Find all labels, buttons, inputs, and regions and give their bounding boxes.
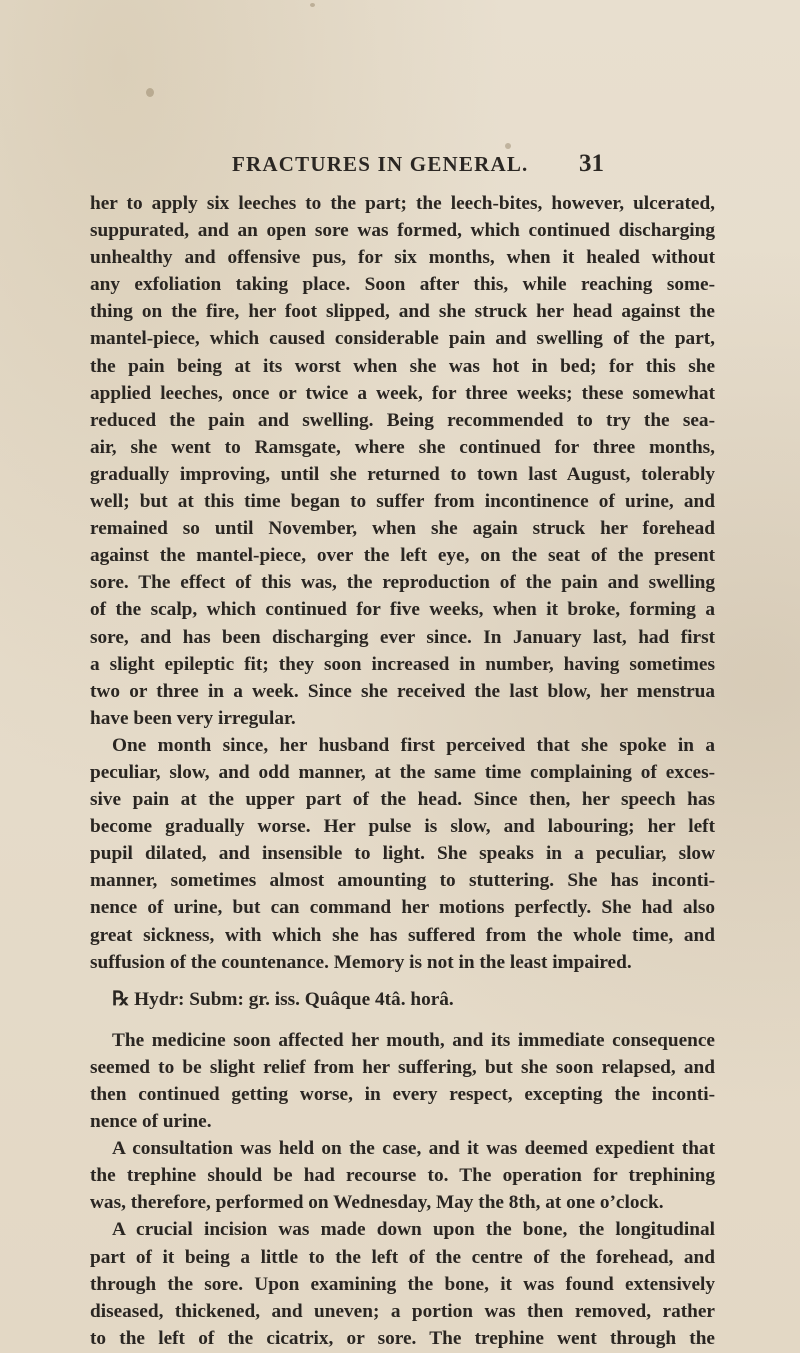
text-line: well; but at this time began to suffer from incontinence of urine, and [90, 491, 715, 513]
text-line: through the sore. Upon examining the bone, it was found extensively [90, 1273, 715, 1295]
text-line: A crucial incision was made down upon the bone, the longitudinal [112, 1219, 715, 1241]
text-line: suffusion of the countenance. Memory is not in the least impaired. [90, 951, 632, 973]
text-line: become gradually worse. Her pulse is slow, and labouring; her left [90, 816, 715, 838]
text-line: her to apply six leeches to the part; the leech-bites, however, ulcerated, [90, 193, 715, 214]
text-line: great sickness, with which she has suffered from the whole time, and [90, 924, 715, 946]
text-line: two or three in a week. Since she received the last blow, her menstrua [90, 680, 715, 702]
running-head: FRACTURES IN GENERAL. [232, 152, 529, 176]
foxing-spot [310, 3, 315, 7]
page-header [0, 152, 800, 182]
text-line: have been very irregular. [90, 707, 296, 729]
text-line: the trephine should be had recourse to. The operation for trephining [90, 1165, 715, 1187]
text-line: applied leeches, once or twice a week, for three weeks; these somewhat [90, 382, 715, 404]
text-line: sore, and has been discharging ever since. In January last, had first [90, 626, 715, 648]
text-line: A consultation was held on the case, and it was deemed expedient that [112, 1138, 715, 1160]
text-line: of the scalp, which continued for five weeks, when it broke, forming a [90, 599, 715, 621]
text-line: against the mantel-piece, over the left eye, on the seat of the present [90, 545, 715, 567]
text-line: sore. The effect of this was, the reproduction of the pain and swelling [90, 572, 715, 594]
text-line: nence of urine. [90, 1111, 212, 1133]
page-number: 31 [579, 150, 604, 177]
text-line: pupil dilated, and insensible to light. She speaks in a peculiar, slow [90, 843, 715, 865]
text-line: was, therefore, performed on Wednesday, May the 8th, at one o’clock. [90, 1192, 664, 1214]
text-line: remained so until November, when she again struck her forehead [90, 518, 715, 540]
prescription-line: ℞ Hydr: Subm: gr. iss. Quâque 4tâ. horâ. [112, 988, 454, 1010]
text-line: sive pain at the upper part of the head. Since then, her speech has [90, 789, 715, 811]
text-line: thing on the fire, her foot slipped, and she struck her head against the [90, 301, 715, 323]
foxing-spot [505, 143, 511, 149]
foxing-spot [146, 88, 154, 97]
text-line: nence of urine, but can command her motions perfectly. She had also [90, 897, 715, 919]
text-line: seemed to be slight relief from her suffering, but she soon relapsed, and [90, 1056, 715, 1078]
text-line: any exfoliation taking place. Soon after this, while reaching some- [90, 274, 715, 296]
text-line: reduced the pain and swelling. Being recommended to try the sea- [90, 409, 715, 431]
text-line: a slight epileptic fit; they soon increased in number, having sometimes [90, 653, 715, 675]
text-line: then continued getting worse, in every respect, excepting the inconti- [90, 1084, 715, 1105]
text-line: mantel-piece, which caused considerable pain and swelling of the part, [90, 328, 715, 350]
text-line: suppurated, and an open sore was formed, which continued discharging [90, 220, 715, 242]
text-line: unhealthy and offensive pus, for six months, when it healed without [90, 247, 715, 269]
body-text [90, 190, 715, 1352]
text-line: air, she went to Ramsgate, where she continued for three months, [90, 436, 715, 458]
text-line: diseased, thickened, and uneven; a portion was then removed, rather [90, 1300, 715, 1322]
text-line: manner, sometimes almost amounting to stuttering. She has inconti- [90, 870, 715, 892]
text-line: One month since, her husband first perceived that she spoke in a [112, 734, 715, 756]
text-line: the pain being at its worst when she was hot in bed; for this she [90, 355, 715, 377]
text-line: part of it being a little to the left of the centre of the forehead, and [90, 1246, 715, 1268]
text-line: The medicine soon affected her mouth, and its immediate consequence [112, 1029, 715, 1051]
text-line: peculiar, slow, and odd manner, at the same time complaining of exces- [90, 761, 715, 783]
text-line: gradually improving, until she returned to town last August, tolerably [90, 463, 715, 485]
text-line: to the left of the cicatrix, or sore. The trephine went through the [90, 1327, 715, 1349]
